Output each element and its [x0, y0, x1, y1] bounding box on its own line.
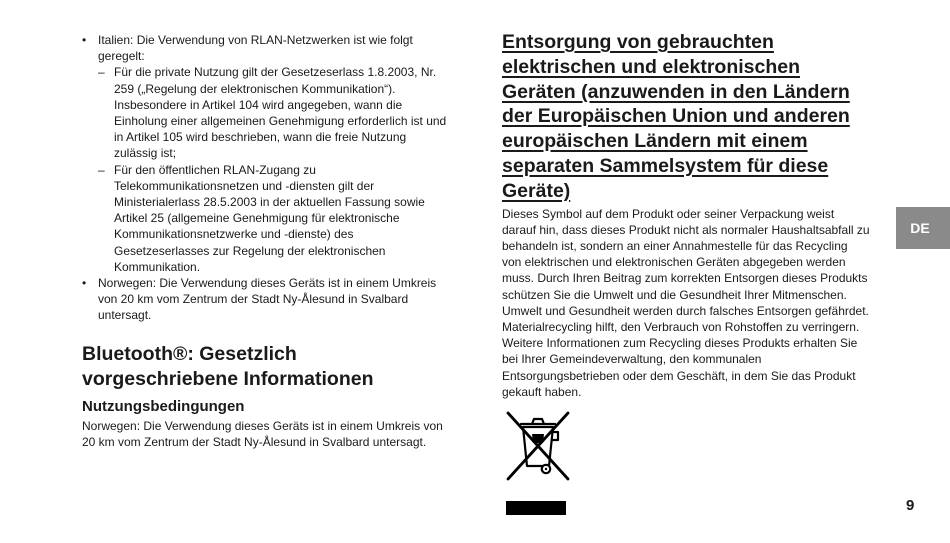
regulation-bullet-list	[82, 32, 450, 324]
list-item: – Für den öffentlichen RLAN-Zugang zu Telekommunikationsnetzen und -diensten gilt der Ministerialerlass 28.5.2003 in der aktuellen Fassung sowie Artikel 25 (allgemeine Genehmigung für elektronische Kommunikationsnetzwerke und -dienste) des Gesetzeserlasses zur Regelung der elektronischen Kommunikation.	[98, 162, 450, 275]
usage-conditions-text: Norwegen: Die Verwendung dieses Geräts ist in einem Umkreis von 20 km vom Zentrum der Stadt Ny-Ålesund in Svalbard untersagt.	[82, 418, 443, 449]
list-item: – Für die private Nutzung gilt der Gesetzeserlass 1.8.2003, Nr. 259 („Regelung der elektronischen Kommunikation“). Insbesondere in Artikel 104 wird angegeben, wann die Einholung einer allgemeinen Genehmigung erforderlich ist und in Artikel 105 wird beschrieben, wann die freie Nutzung zulässig ist;	[98, 64, 450, 161]
disposal-section-title: Entsorgung von gebrauchten elektrischen und elektronischen Geräten (anzuwenden in den Ländern der Europäischen Union und anderen europäischen Ländern mit einem separaten Sammelsystem für diese Geräte)	[502, 31, 850, 202]
list-item	[82, 275, 450, 324]
disposal-text: Dieses Symbol auf dem Produkt oder seiner Verpackung weist darauf hin, dass dieses Produkt nicht als normaler Haushaltsabfall zu behandeln ist, sondern an einer Annahmestelle für das Recycling von elektrischen und elektronischen Geräten abgegeben werden muss. Durch Ihren Beitrag zum korrekten Entsorgen dieses Produkts schützen Sie die Umwelt und die Gesundheit Ihrer Mitmenschen. Umwelt und Gesundheit werden durch falsches Entsorgen gefährdet. Materialrecycling hilft, den Verbrauch von Rohstoffen zu verringern. Weitere Informationen zum Recycling dieses Produkts erhalten Sie bei Ihrer Gemeindeverwaltung, den kommunalen Entsorgungsbetrieben oder dem Geschäft, in dem Sie das Produkt gekauft haben.	[502, 206, 870, 399]
right-column	[502, 30, 870, 515]
page-number: 9	[906, 497, 915, 514]
italy-sub-list	[98, 64, 450, 275]
weee-black-bar	[506, 501, 566, 515]
bluetooth-section-title: Bluetooth®: Gesetzlich vorgeschriebene Informationen	[82, 342, 374, 390]
crossed-out-wheelie-bin-icon	[502, 410, 574, 487]
usage-conditions-heading: Nutzungsbedingungen	[82, 397, 245, 415]
bullet-norway-text: Norwegen: Die Verwendung dieses Geräts ist in einem Umkreis von 20 km vom Zentrum der Stadt Ny-Ålesund in Svalbard untersagt.	[98, 276, 437, 323]
bullet-italy-text: Italien: Die Verwendung von RLAN-Netzwerken ist wie folgt geregelt:	[98, 33, 413, 64]
list-item	[82, 32, 450, 275]
language-tab: DE	[896, 207, 950, 249]
left-column	[82, 32, 450, 450]
